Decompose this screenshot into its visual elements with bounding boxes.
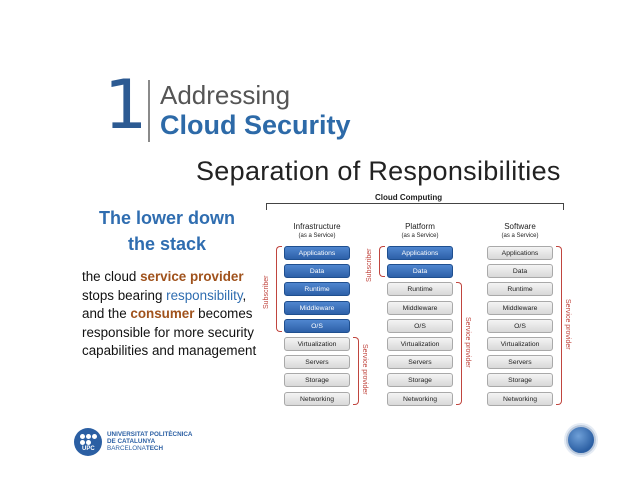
logo-dot <box>86 434 91 439</box>
logo-text: UPC <box>82 446 95 452</box>
stack-layer: Networking <box>487 392 553 406</box>
provider-brace <box>556 246 562 405</box>
stack-layer: Data <box>284 264 350 278</box>
subscriber-brace <box>276 246 282 332</box>
column-subheading: (as a Service) <box>401 233 439 239</box>
stack-layer: Virtualization <box>387 337 453 351</box>
provider-label: Service provider <box>361 344 368 395</box>
body-part-3: , and the <box>82 287 247 322</box>
column-subheading: (as a Service) <box>501 233 539 239</box>
column-subheading: (as a Service) <box>298 233 336 239</box>
left-body <box>82 268 262 361</box>
uni-line3-b: TECH <box>145 445 163 452</box>
university-name-line3 <box>107 445 163 452</box>
stack-layer: O/S <box>387 319 453 333</box>
circle-icon[interactable] <box>566 425 596 455</box>
stack-layer: Virtualization <box>487 337 553 351</box>
column-heading: Infrastructure <box>293 222 341 231</box>
stack-layer: Data <box>487 264 553 278</box>
slide-title: Separation of Responsibilities <box>196 156 561 186</box>
university-name-line1: UNIVERSITAT POLITÈCNICA <box>107 431 193 438</box>
stack-layer: Storage <box>387 373 453 387</box>
body-part-1: the cloud <box>82 269 141 284</box>
logo-dot <box>92 434 97 439</box>
logo-dot <box>80 440 85 445</box>
logo-dot <box>80 434 85 439</box>
cloud-responsibility-diagram <box>262 192 574 414</box>
left-heading <box>82 205 252 257</box>
subscriber-label: Subscriber <box>263 275 270 310</box>
section-number: 1 <box>104 66 148 145</box>
stack-layer: Middleware <box>487 301 553 315</box>
stack-layer: Middleware <box>284 301 350 315</box>
stack-layer: Servers <box>387 355 453 369</box>
provider-brace <box>353 337 359 405</box>
stack-layer: Storage <box>284 373 350 387</box>
diagram-title: Cloud Computing <box>375 193 443 202</box>
subscriber-label: Subscriber <box>366 248 373 283</box>
section-title-line2: Cloud Security <box>160 110 351 140</box>
uni-line3-a: BARCELONA <box>107 445 146 452</box>
body-consumer: consumer <box>130 306 195 322</box>
logo-dot <box>86 440 91 445</box>
stack-layer: Virtualization <box>284 337 350 351</box>
section-divider <box>148 80 150 142</box>
stack-layer: Runtime <box>387 282 453 296</box>
column-heading: Software <box>504 222 536 231</box>
university-name-line2: DE CATALUNYA <box>107 438 156 445</box>
stack-layer: Storage <box>487 373 553 387</box>
body-responsibility: responsibility <box>166 287 243 303</box>
stack-layer: O/S <box>284 319 350 333</box>
body-part-2: stops bearing <box>82 287 167 303</box>
stack-layer: Servers <box>487 355 553 369</box>
stack-layer: Runtime <box>284 282 350 296</box>
section-title-line1: Addressing <box>160 80 291 110</box>
column-heading: Platform <box>405 222 435 231</box>
stack-layer: Networking <box>387 392 453 406</box>
stack-layer: Middleware <box>387 301 453 315</box>
body-part-4: becomes responsible for more security capabilities and management <box>82 306 257 359</box>
stack-layer: O/S <box>487 319 553 333</box>
subscriber-brace <box>379 246 385 277</box>
diagram-bracket <box>266 203 564 210</box>
provider-brace <box>456 282 462 404</box>
provider-label: Service provider <box>564 298 571 350</box>
stack-layer: Applications <box>284 246 350 260</box>
stack-layer: Runtime <box>487 282 553 296</box>
left-heading-line2: the stack <box>127 234 207 254</box>
stack-layer: Applications <box>387 246 453 260</box>
stack-layer: Networking <box>284 392 350 406</box>
provider-label: Service provider <box>464 317 471 368</box>
stack-layer: Applications <box>487 246 553 260</box>
left-heading-line1: The lower down <box>98 208 235 228</box>
stack-layer: Data <box>387 264 453 278</box>
stack-layer: Servers <box>284 355 350 369</box>
body-service-provider: service provider <box>140 269 244 284</box>
